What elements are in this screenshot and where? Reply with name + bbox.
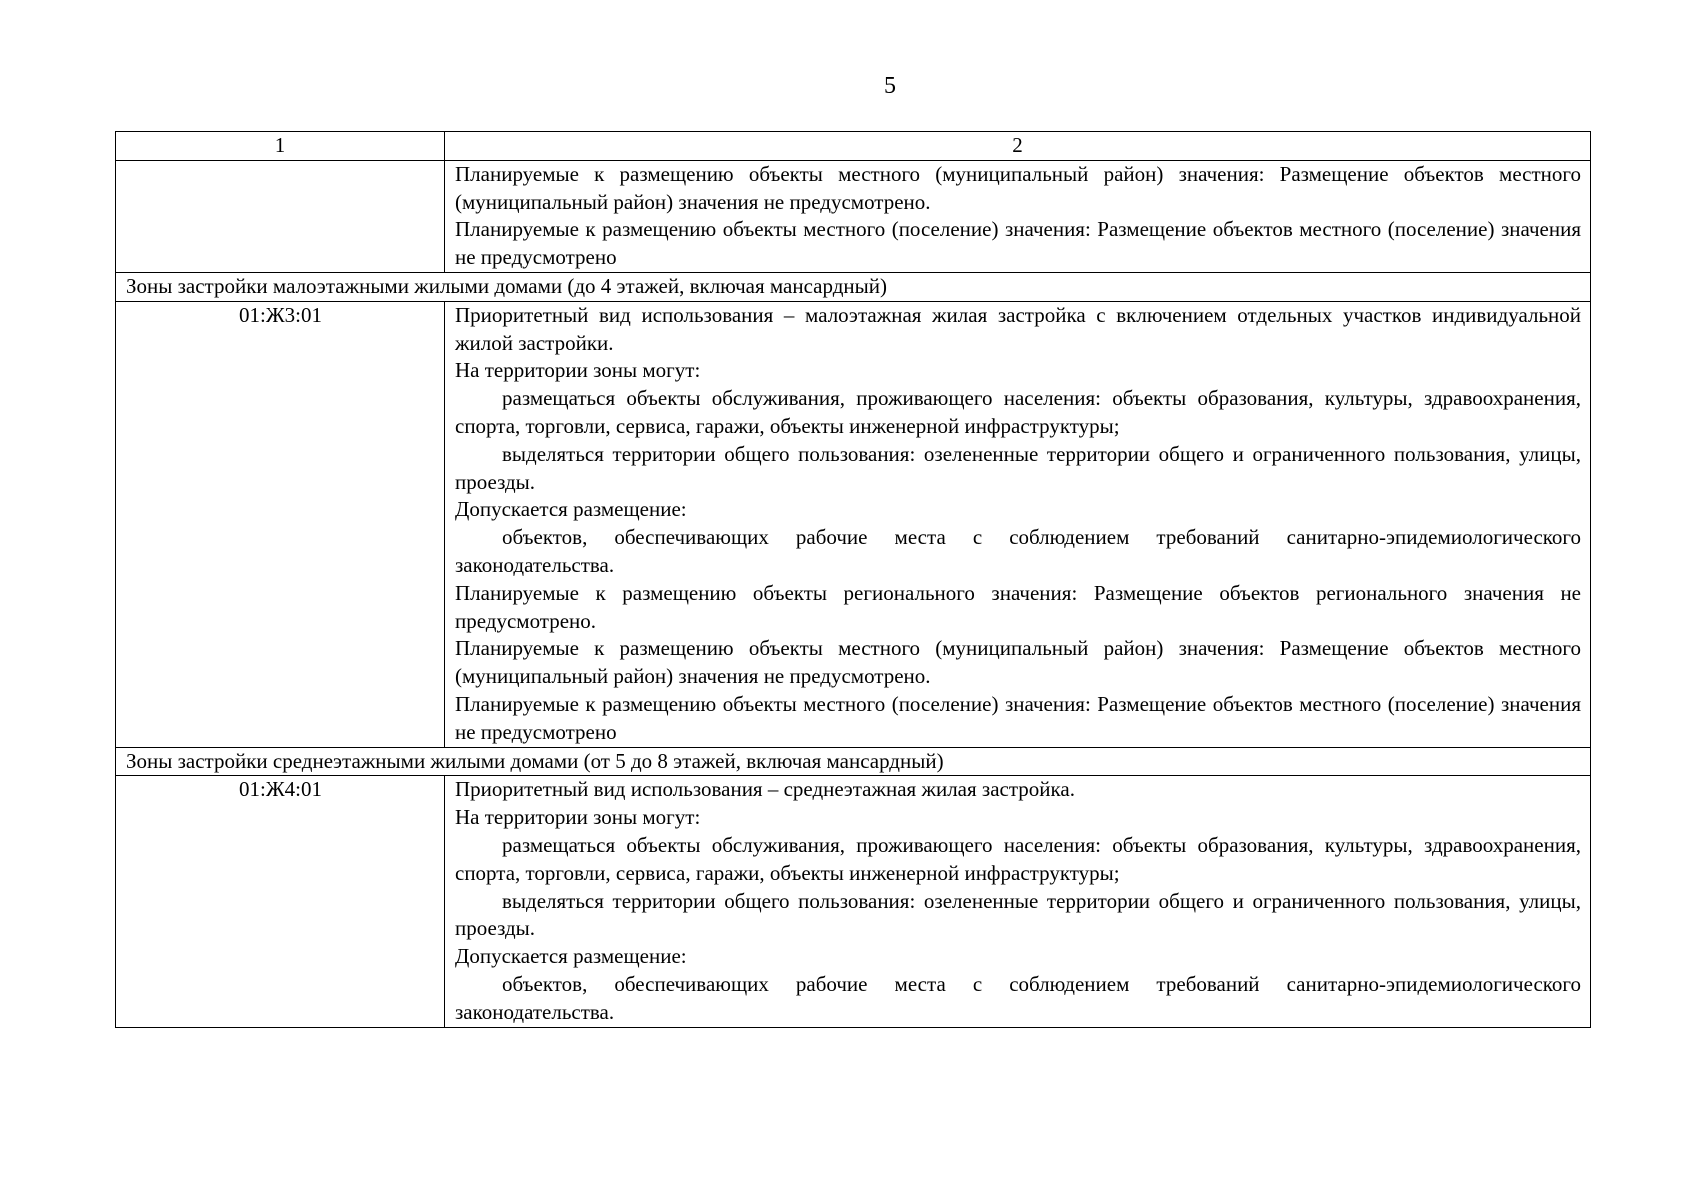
zone-row-mid-rise — [116, 776, 1591, 1027]
column-header-2: 2 — [445, 132, 1591, 161]
column-header-1: 1 — [116, 132, 445, 161]
indented-paragraph: объектов, обеспечивающих рабочие места с соблюдением требований санитарно-эпидемиологического законодательства. — [455, 525, 1581, 577]
paragraph: Допускается размещение: — [455, 497, 687, 522]
zone-title-mid-rise: Зоны застройки среднеэтажными жилыми домами (от 5 до 8 этажей, включая мансардный) — [116, 747, 1591, 776]
continuation-row — [116, 160, 1591, 272]
indented-paragraph: выделяться территории общего пользования: озелененные территории общего и ограниченного пользования, улицы, проезды. — [455, 441, 1581, 494]
zone-row-low-rise — [116, 301, 1591, 747]
page-number: 5 — [884, 73, 896, 99]
indented-paragraph: размещаться объекты обслуживания, проживающего населения: объекты образования, культуры, здравоохранения, спорта, торговли, сервиса, гаражи, объекты инженерной инфраструктуры; — [455, 386, 1581, 438]
zone-section-row-low-rise — [116, 272, 1591, 301]
paragraph: Допускается размещение: — [455, 944, 687, 969]
zoning-table — [115, 131, 1591, 1028]
paragraph: Планируемые к размещению объекты местного (поселение) значения: Размещение объектов местного (поселение) значения не предусмотрено — [455, 217, 1581, 270]
zone-description-mid-rise — [445, 776, 1591, 1027]
indented-paragraph: выделяться территории общего пользования: озелененные территории общего и ограниченного пользования, улицы, проезды. — [455, 888, 1581, 941]
zone-title-low-rise: Зоны застройки малоэтажными жилыми домами (до 4 этажей, включая мансардный) — [116, 272, 1591, 301]
paragraph: Приоритетный вид использования – малоэтажная жилая застройка с включением отдельных участков индивидуальной жилой застройки. — [455, 302, 1581, 355]
zone-description-low-rise — [445, 301, 1591, 747]
zone-code-mid-rise: 01:Ж4:01 — [116, 776, 445, 1027]
indented-paragraph: размещаться объекты обслуживания, проживающего населения: объекты образования, культуры, здравоохранения, спорта, торговли, сервиса, гаражи, объекты инженерной инфраструктуры; — [455, 832, 1581, 885]
continuation-description-cell — [445, 160, 1591, 272]
table-header-row — [116, 132, 1591, 161]
paragraph: Приоритетный вид использования – среднеэтажная жилая застройка. — [455, 777, 1075, 802]
indented-paragraph: объектов, обеспечивающих рабочие места с соблюдением требований санитарно-эпидемиологического законодательства. — [455, 971, 1581, 1024]
paragraph: Планируемые к размещению объекты местного (муниципальный район) значения: Размещение объектов местного (муниципальный район) значения не предусмотрено. — [455, 636, 1581, 689]
zone-code-low-rise: 01:Ж3:01 — [116, 301, 445, 747]
paragraph: Планируемые к размещению объекты местного (поселение) значения: Размещение объектов местного (поселение) значения не предусмотрено — [455, 691, 1581, 744]
paragraph: Планируемые к размещению объекты местного (муниципальный район) значения: Размещение объектов местного (муниципальный район) значения не предусмотрено. — [455, 161, 1581, 214]
continuation-code-cell — [116, 160, 445, 272]
paragraph: Планируемые к размещению объекты регионального значения: Размещение объектов регионального значения не предусмотрено. — [455, 580, 1581, 633]
paragraph: На территории зоны могут: — [455, 805, 701, 830]
zone-section-row-mid-rise — [116, 747, 1591, 776]
paragraph: На территории зоны могут: — [455, 358, 701, 383]
